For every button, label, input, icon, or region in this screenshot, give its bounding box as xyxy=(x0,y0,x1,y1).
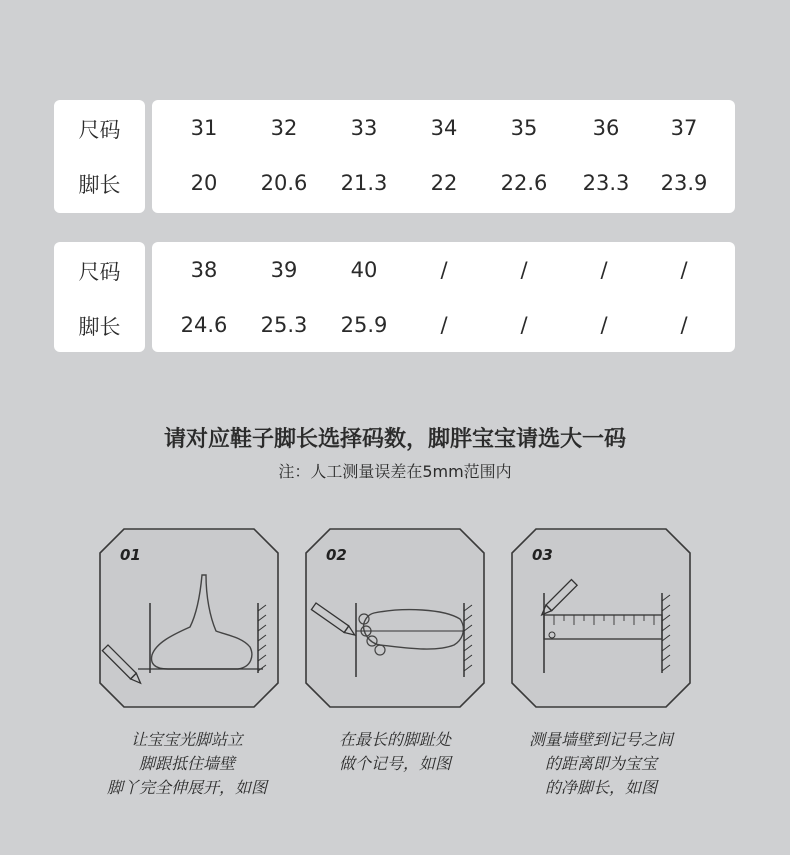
caption-line: 的距离即为宝宝 xyxy=(544,754,657,773)
length-cell: / xyxy=(440,313,448,337)
step-2-panel xyxy=(304,527,486,709)
size-cell: 37 xyxy=(670,116,698,140)
step-number: 03 xyxy=(532,546,553,564)
length-cell: 25.9 xyxy=(340,313,388,337)
length-cell: 24.6 xyxy=(180,313,228,337)
headline: 请对应鞋子脚长选择码数，脚胖宝宝请选大一码 xyxy=(163,427,626,452)
size-cell: / xyxy=(440,258,448,282)
caption-line: 脚丫完全伸展开，如图 xyxy=(106,778,267,797)
size-cell: 40 xyxy=(350,258,378,282)
length-cell: / xyxy=(520,313,528,337)
foot-side-icon xyxy=(98,527,280,709)
caption-line: 做个记号，如图 xyxy=(338,754,451,773)
step-number: 01 xyxy=(120,546,141,564)
length-cell: 22 xyxy=(430,171,458,195)
length-cell: 20 xyxy=(190,171,218,195)
length-cell: / xyxy=(600,313,608,337)
size-cell: 33 xyxy=(350,116,378,140)
label-column xyxy=(54,242,145,352)
size-cell: 31 xyxy=(190,116,218,140)
length-cell: 23.3 xyxy=(582,171,630,195)
caption-line: 在最长的脚趾处 xyxy=(338,730,451,749)
caption-line: 测量墙壁到记号之间 xyxy=(528,730,673,749)
size-label: 尺码 xyxy=(78,260,121,284)
length-cell: 22.6 xyxy=(500,171,548,195)
size-table-2 xyxy=(54,242,735,352)
step-number: 02 xyxy=(326,546,347,564)
foot-top-icon xyxy=(304,527,486,709)
caption-line: 脚跟抵住墙壁 xyxy=(138,754,235,773)
values-panel xyxy=(152,242,735,352)
step-1-panel xyxy=(98,527,280,709)
size-label: 尺码 xyxy=(78,118,121,142)
length-cell: 23.9 xyxy=(660,171,708,195)
measurement-note: 注：人工测量误差在5mm范围内 xyxy=(278,462,512,481)
size-cell: / xyxy=(600,258,608,282)
caption-line: 的净脚长，如图 xyxy=(544,778,657,797)
caption-line: 让宝宝光脚站立 xyxy=(130,730,243,749)
length-label: 脚长 xyxy=(78,173,121,197)
length-cell: 25.3 xyxy=(260,313,308,337)
size-table-1 xyxy=(54,100,735,213)
size-cell: 39 xyxy=(270,258,298,282)
size-cell: 34 xyxy=(430,116,458,140)
step-3-panel xyxy=(510,527,692,709)
step-1-caption xyxy=(67,728,307,800)
step-2-caption xyxy=(275,728,515,776)
label-column xyxy=(54,100,145,213)
size-cell: 32 xyxy=(270,116,298,140)
ruler-measure-icon xyxy=(510,527,692,709)
size-cell: 35 xyxy=(510,116,538,140)
size-cell: / xyxy=(520,258,528,282)
length-label: 脚长 xyxy=(78,315,121,339)
size-cell: / xyxy=(680,258,688,282)
length-cell: 20.6 xyxy=(260,171,308,195)
size-cell: 38 xyxy=(190,258,218,282)
values-panel xyxy=(152,100,735,213)
step-3-caption xyxy=(481,728,721,800)
length-cell: / xyxy=(680,313,688,337)
length-cell: 21.3 xyxy=(340,171,388,195)
size-cell: 36 xyxy=(592,116,620,140)
